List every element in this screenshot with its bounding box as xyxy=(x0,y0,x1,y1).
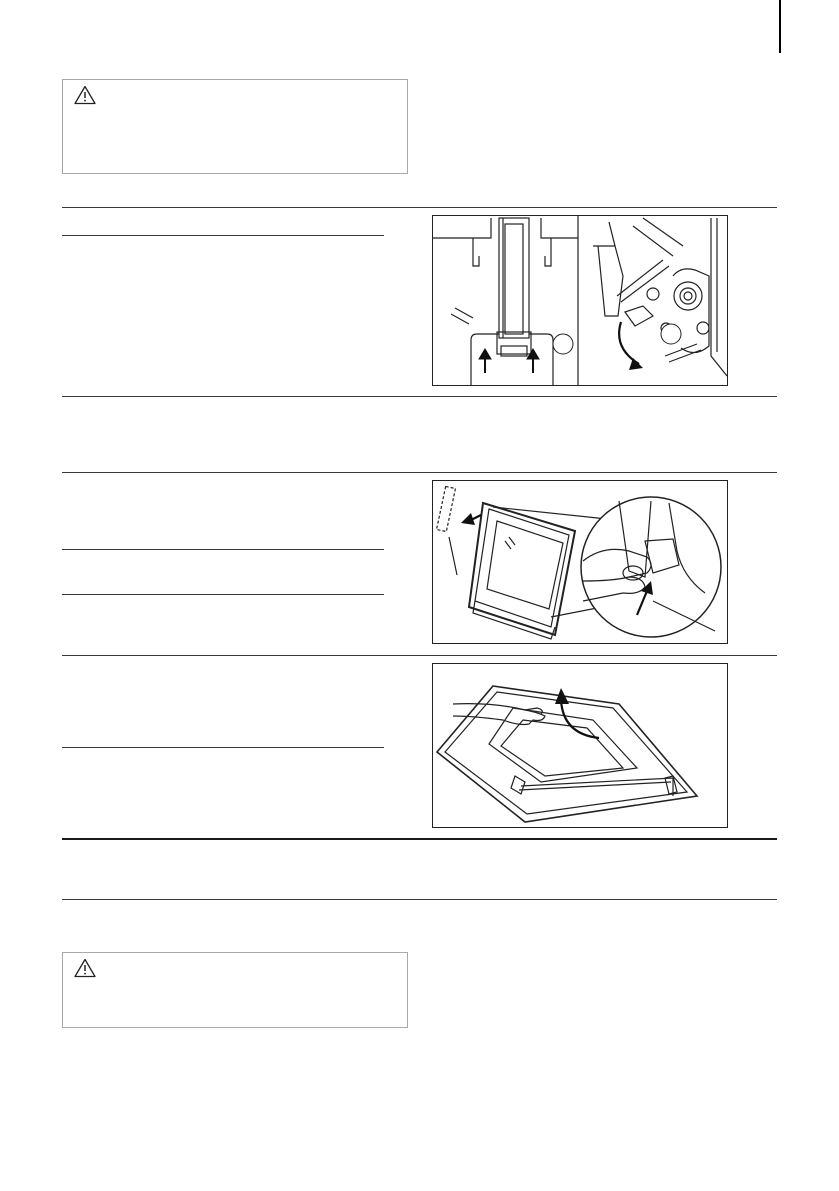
warning-triangle-icon xyxy=(74,958,96,978)
section-rule-bold xyxy=(62,838,777,840)
warning-triangle-icon xyxy=(74,85,96,105)
section-rule xyxy=(62,655,777,656)
step-rule xyxy=(62,594,384,595)
section-rule xyxy=(62,396,777,397)
door-removal-figure xyxy=(432,480,728,644)
section-rule xyxy=(62,899,777,900)
crop-mark-vertical xyxy=(779,0,781,53)
step-rule xyxy=(62,235,384,236)
glass-panel-figure xyxy=(432,663,728,828)
hinge-release-figure xyxy=(432,215,728,386)
step-rule xyxy=(62,549,384,550)
step-rule xyxy=(62,747,384,748)
warning-box-bottom xyxy=(62,952,408,1028)
warning-box-top xyxy=(62,79,408,174)
section-rule xyxy=(62,207,777,208)
section-rule xyxy=(62,472,777,473)
